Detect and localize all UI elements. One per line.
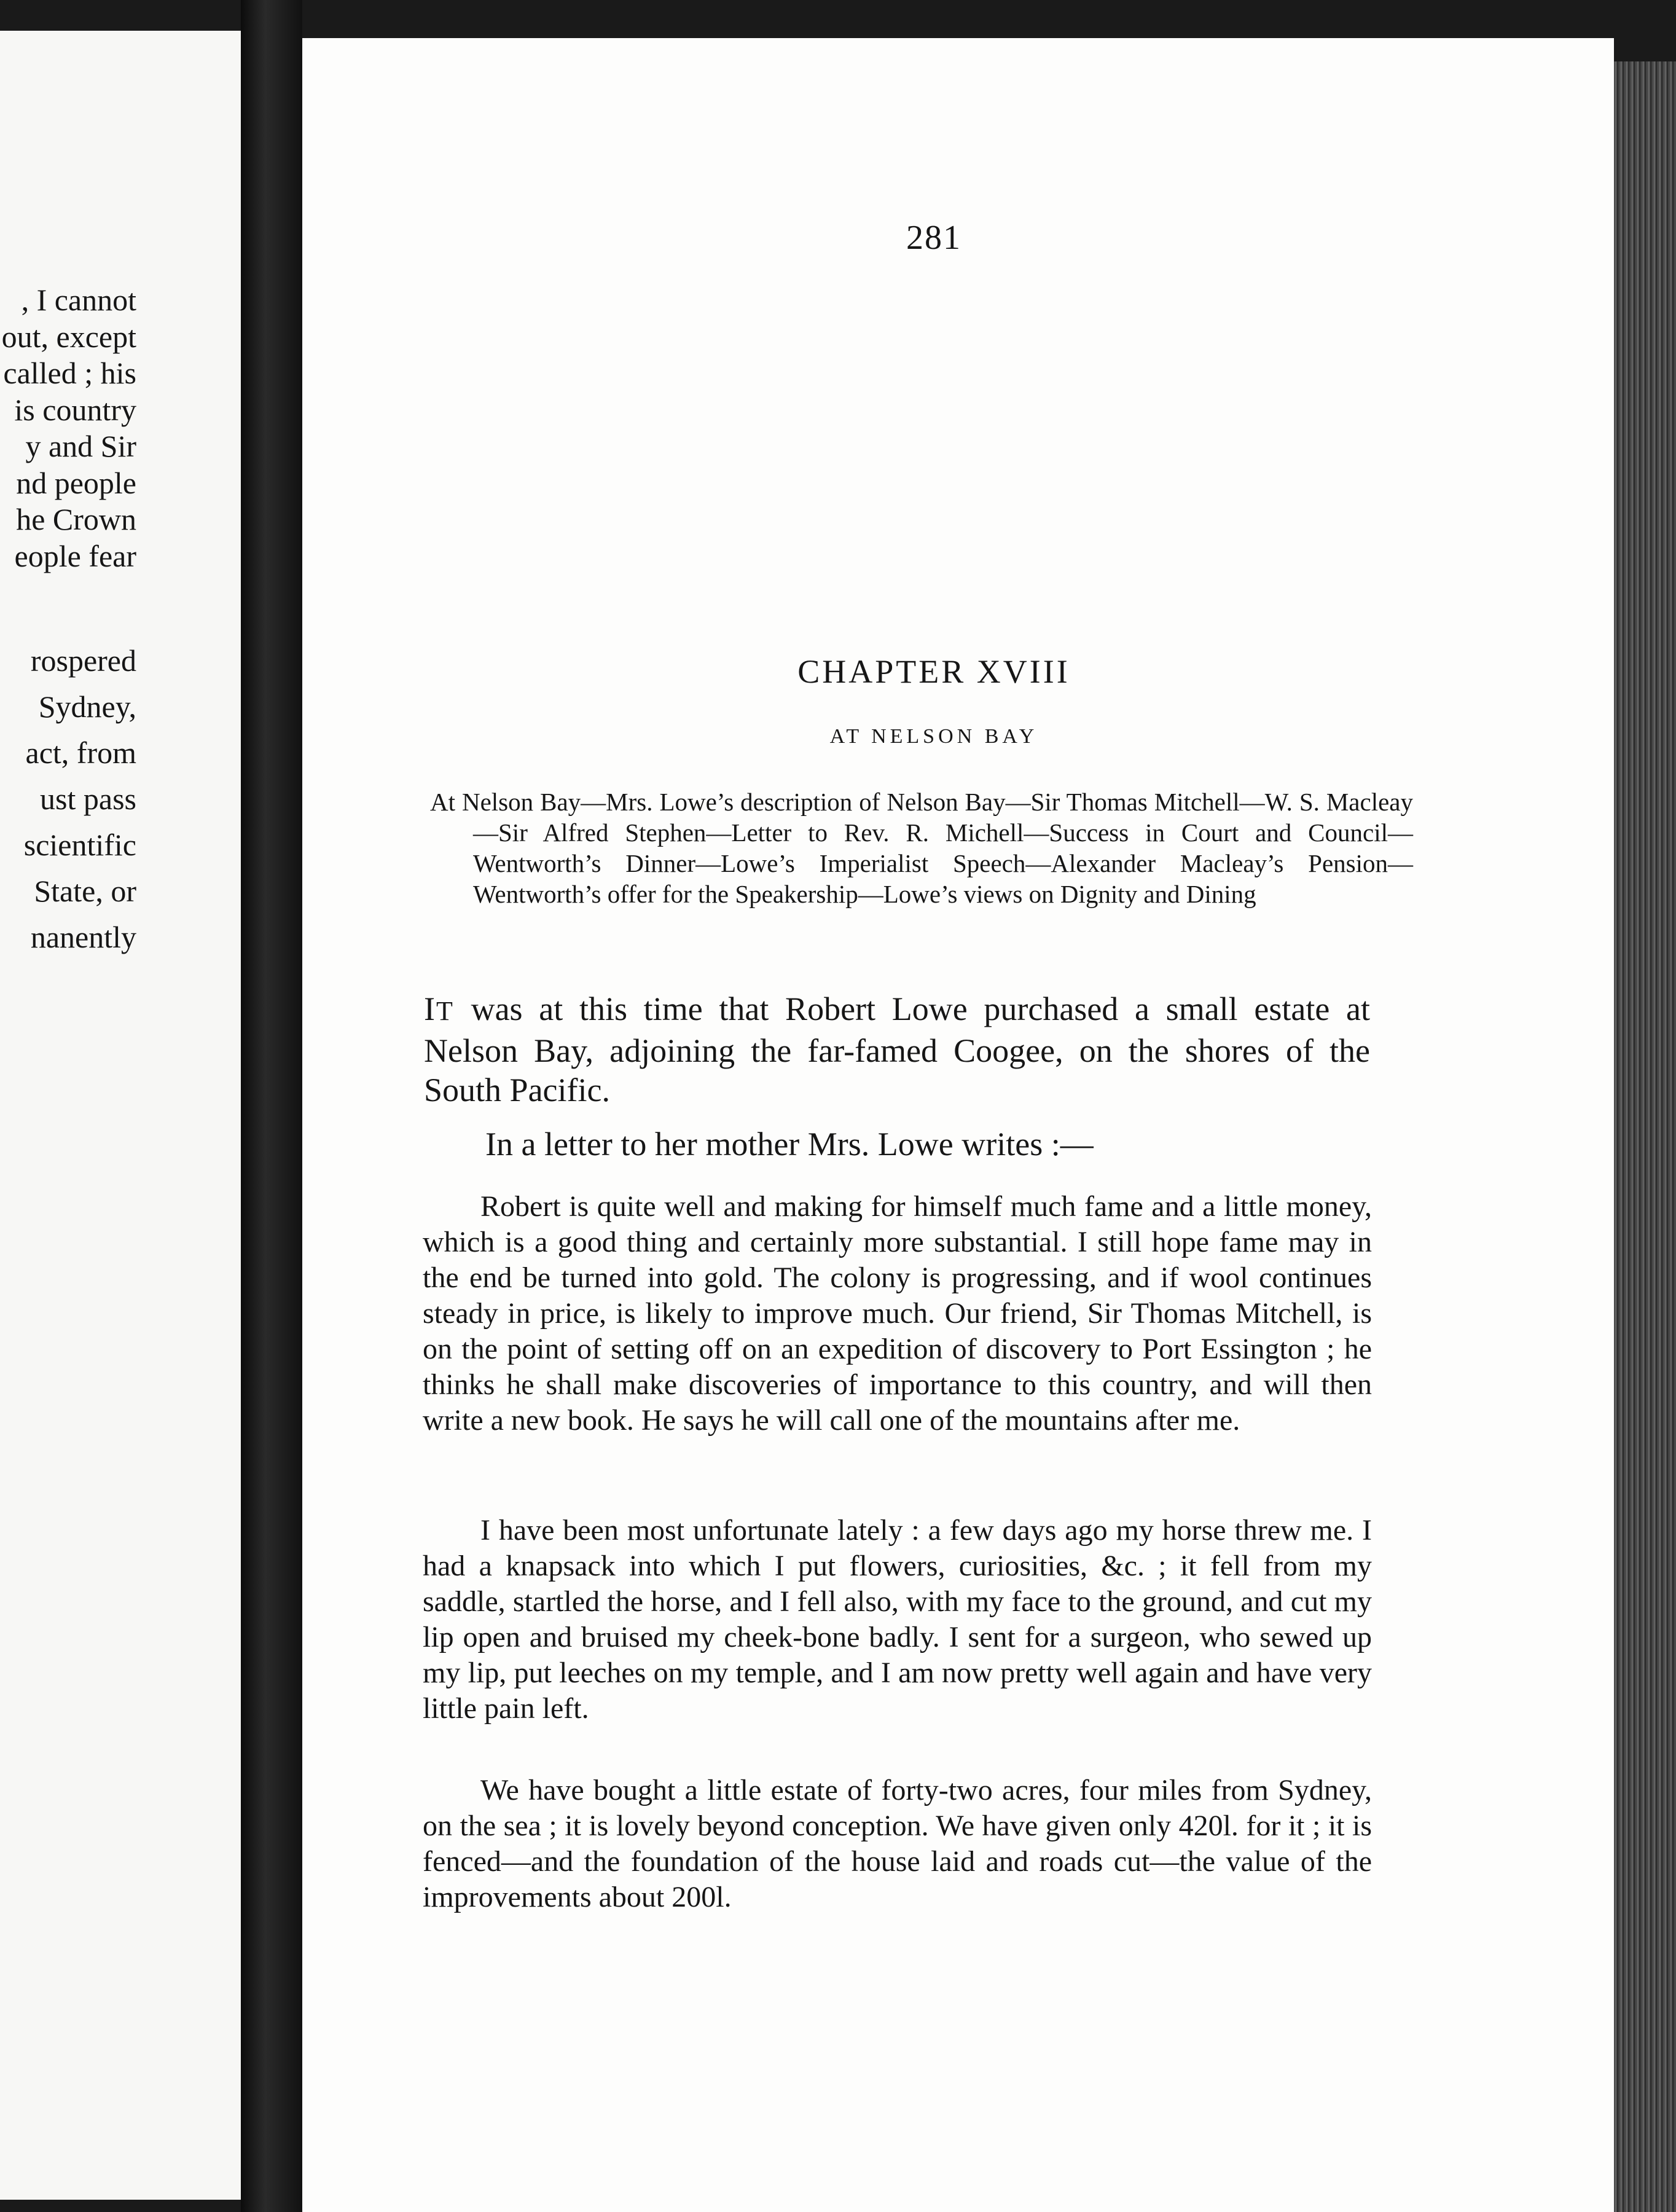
previous-page-line: State, or [34,874,136,908]
intro-smallcaps: T [436,996,455,1026]
previous-page-line: is country [14,393,136,427]
previous-page [0,31,241,2200]
previous-page-line: act, from [25,735,136,770]
page-number: 281 [906,219,961,257]
previous-page-line: Sydney, [38,689,136,724]
previous-page-line: scientific [23,828,136,862]
previous-page-line: rospered [30,643,136,678]
previous-page-line: nanently [30,920,136,954]
quoted-letter-paragraph: Robert is quite well and making for himself much fame and a little money, which is a good thing and certainly more substantial. I still hope fame may in the end be turned into gold. The colony is progressing, and if wool continues steady in price, is likely to improve much. Our friend, Sir Thomas Mitchell, is on the point of setting off on an expedition of discovery to Port Essington ; he thinks he shall make discoveries of importance to this country, and will then write a new book. He says he will call one of the mountains after me. [423,1190,1372,1437]
quoted-letter-paragraph: I have been most unfortunate lately : a few days ago my horse threw me. I had a knapsack into which I put flowers, curiosities, &c. ; it fell from my saddle, startled the horse, and I fell also, with my face to the ground, and cut my lip open and bruised my cheek-bone badly. I sent for a surgeon, who sewed up my lip, put leeches on my temple, and I am now pretty well again and have very little pain left. [423,1514,1372,1725]
page-edges [1614,61,1676,2212]
quoted-letter-paragraph: We have bought a little estate of forty-two acres, four miles from Sydney, on the sea ; it is lovely beyond conception. We have given only 420l. for it ; it is fenced—and the foundation of the house laid and roads cut—the value of the improvements about 200l. [423,1774,1372,1913]
previous-page-line: eople fear [14,539,136,573]
letter-intro: In a letter to her mother Mrs. Lowe writes :— [485,1126,1094,1163]
previous-page-line: nd people [16,466,136,500]
chapter-subtitle: AT NELSON BAY [829,725,1038,748]
previous-page-line: he Crown [16,502,136,536]
chapter-synopsis: At Nelson Bay—Mrs. Lowe’s description of Nelson Bay—Sir Thomas Mitchell—W. S. Macleay—Sir Alfred Stephen—Letter to Rev. R. Michell—Success in Court and Council—Wentworth’s Dinner—Lowe’s Imperialist Speech—Alexander Macleay’s Pension—Wentworth’s offer for the Speakership—Lowe’s views on Dignity and Dining [430,788,1413,908]
chapter-title: CHAPTER XVIII [797,653,1070,690]
intro-paragraph [424,989,1370,1110]
previous-page-line: called ; his [3,356,136,390]
previous-page-line: out, except [1,320,136,354]
previous-page-line: , I cannot [21,283,136,317]
intro-text: was at this time that Robert Lowe purchased a small estate at Nelson Bay, adjoining the far-famed Coogee, on the shores of the South Pacific. [424,990,1370,1108]
previous-page-line: ust pass [40,782,136,816]
book-gutter [241,0,302,2212]
intro-initial: I [424,990,436,1027]
previous-page-line: y and Sir [25,429,136,463]
